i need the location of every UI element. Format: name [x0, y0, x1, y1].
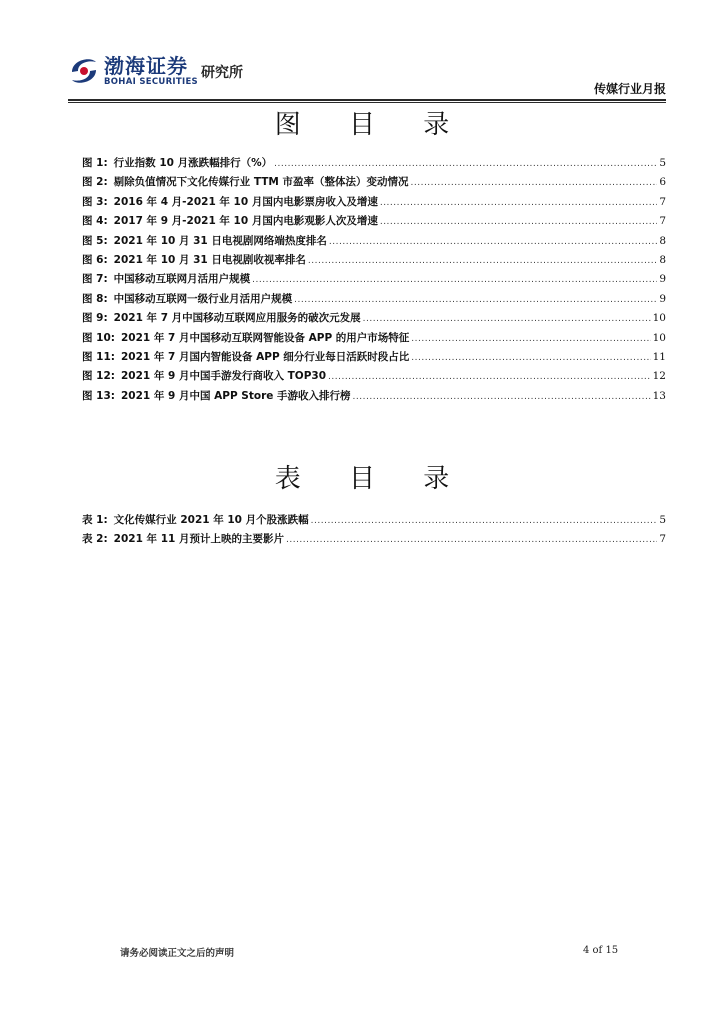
- toc-leader-dots: [380, 198, 657, 208]
- toc-leader-dots: [353, 392, 651, 402]
- page-header: [68, 44, 666, 100]
- toc-entry-title: 文化传媒行业 2021 年 10 月个股涨跌幅: [113, 514, 309, 526]
- toc-entry[interactable]: [82, 213, 666, 232]
- toc-entry-label: 图 12:: [82, 370, 115, 383]
- toc-entry-page: 10: [652, 312, 666, 325]
- toc-entry-page: 9: [659, 292, 666, 305]
- logo-chinese-name: 渤海证券: [104, 54, 188, 78]
- toc-entry-title: 2021 年 10 月 31 日电视剧收视率排名: [113, 253, 306, 266]
- toc-entry-title: 2021 年 9 月中国手游发行商收入 TOP30: [120, 370, 327, 383]
- toc-entry-page: 7: [659, 215, 666, 228]
- toc-leader-dots: [411, 178, 658, 188]
- toc-entry-page: 8: [659, 234, 666, 247]
- tables-section-title: 表 目 录: [274, 464, 470, 494]
- figures-section-title: 图 目 录: [274, 110, 470, 140]
- toc-entry[interactable]: [82, 388, 666, 407]
- toc-entry[interactable]: [82, 252, 666, 271]
- logo-english-name: BOHAI SECURITIES: [104, 77, 198, 87]
- institute-label: 研究所: [201, 65, 243, 81]
- toc-entry-page: 6: [659, 176, 666, 189]
- toc-entry[interactable]: [82, 512, 666, 531]
- tables-list: [82, 512, 666, 551]
- toc-entry-label: 表 2:: [82, 533, 108, 546]
- toc-entry[interactable]: [82, 194, 666, 213]
- toc-entry[interactable]: [82, 330, 666, 349]
- toc-entry-title: 2021 年 7 月国内智能设备 APP 细分行业每日活跃时段占比: [120, 350, 410, 363]
- figures-list: [82, 155, 666, 407]
- toc-leader-dots: [311, 516, 658, 526]
- toc-entry-label: 图 5:: [82, 234, 108, 247]
- toc-leader-dots: [380, 217, 657, 227]
- toc-entry-page: 10: [652, 331, 666, 344]
- toc-entry-title: 中国移动互联网月活用户规模: [113, 273, 251, 286]
- toc-entry-title: 剔除负值情况下文化传媒行业 TTM 市盈率（整体法）变动情况: [113, 176, 409, 189]
- toc-entry-label: 图 1:: [82, 157, 108, 169]
- toc-entry-page: 11: [652, 350, 666, 363]
- toc-entry-label: 图 13:: [82, 389, 115, 402]
- toc-entry[interactable]: [82, 271, 666, 290]
- toc-entry[interactable]: [82, 531, 666, 550]
- toc-entry-label: 图 8:: [82, 292, 108, 305]
- toc-leader-dots: [363, 314, 651, 324]
- toc-leader-dots: [411, 353, 650, 363]
- toc-entry[interactable]: [82, 368, 666, 387]
- toc-entry-title: 2021 年 7 月中国移动互联网智能设备 APP 的用户市场特征: [120, 331, 410, 344]
- toc-leader-dots: [308, 256, 657, 266]
- header-divider: [68, 99, 666, 101]
- toc-entry-label: 图 4:: [82, 215, 108, 228]
- toc-entry-label: 图 6:: [82, 253, 108, 266]
- toc-entry[interactable]: [82, 310, 666, 329]
- toc-entry[interactable]: [82, 155, 666, 174]
- toc-entry[interactable]: [82, 233, 666, 252]
- toc-leader-dots: [328, 372, 651, 382]
- toc-entry-label: 表 1:: [82, 514, 108, 526]
- toc-entry-page: 8: [659, 253, 666, 266]
- toc-entry-title: 2021 年 9 月中国 APP Store 手游收入排行榜: [120, 389, 351, 402]
- toc-entry-label: 图 9:: [82, 312, 108, 325]
- toc-entry-page: 7: [659, 195, 666, 208]
- toc-entry-label: 图 2:: [82, 176, 108, 189]
- toc-entry-title: 2017 年 9 月-2021 年 10 月国内电影观影人次及增速: [113, 215, 378, 228]
- toc-entry-title: 2016 年 4 月-2021 年 10 月国内电影票房收入及增速: [113, 195, 378, 208]
- toc-leader-dots: [274, 159, 657, 169]
- toc-entry-title: 中国移动互联网一级行业月活用户规模: [113, 292, 293, 305]
- toc-entry-label: 图 11:: [82, 350, 115, 363]
- toc-entry[interactable]: [82, 349, 666, 368]
- toc-entry-title: 行业指数 10 月涨跌幅排行（%）: [113, 157, 273, 169]
- toc-entry-page: 7: [659, 533, 666, 546]
- toc-entry-label: 图 7:: [82, 273, 108, 286]
- bohai-logo-icon: [68, 54, 100, 88]
- toc-entry-page: 5: [659, 514, 666, 526]
- toc-entry-label: 图 10:: [82, 331, 115, 344]
- footer-page-number: 4 of 15: [583, 945, 619, 956]
- toc-leader-dots: [411, 334, 650, 344]
- toc-entry-label: 图 3:: [82, 195, 108, 208]
- toc-entry-title: 2021 年 10 月 31 日电视剧网络端热度排名: [113, 234, 327, 247]
- toc-entry-page: 12: [652, 370, 666, 383]
- toc-entry-title: 2021 年 7 月中国移动互联网应用服务的破次元发展: [113, 312, 361, 325]
- toc-entry-page: 5: [659, 157, 666, 169]
- toc-leader-dots: [294, 295, 657, 305]
- footer-disclaimer: 请务必阅读正文之后的声明: [120, 948, 235, 959]
- toc-entry-title: 2021 年 11 月预计上映的主要影片: [113, 533, 284, 546]
- header-divider-thin: [68, 102, 666, 103]
- toc-leader-dots: [329, 237, 657, 247]
- toc-entry[interactable]: [82, 174, 666, 193]
- toc-leader-dots: [286, 535, 657, 545]
- toc-entry-page: 13: [652, 389, 666, 402]
- report-type: 传媒行业月报: [593, 82, 666, 96]
- toc-leader-dots: [252, 275, 657, 285]
- toc-entry[interactable]: [82, 291, 666, 310]
- toc-entry-page: 9: [659, 273, 666, 286]
